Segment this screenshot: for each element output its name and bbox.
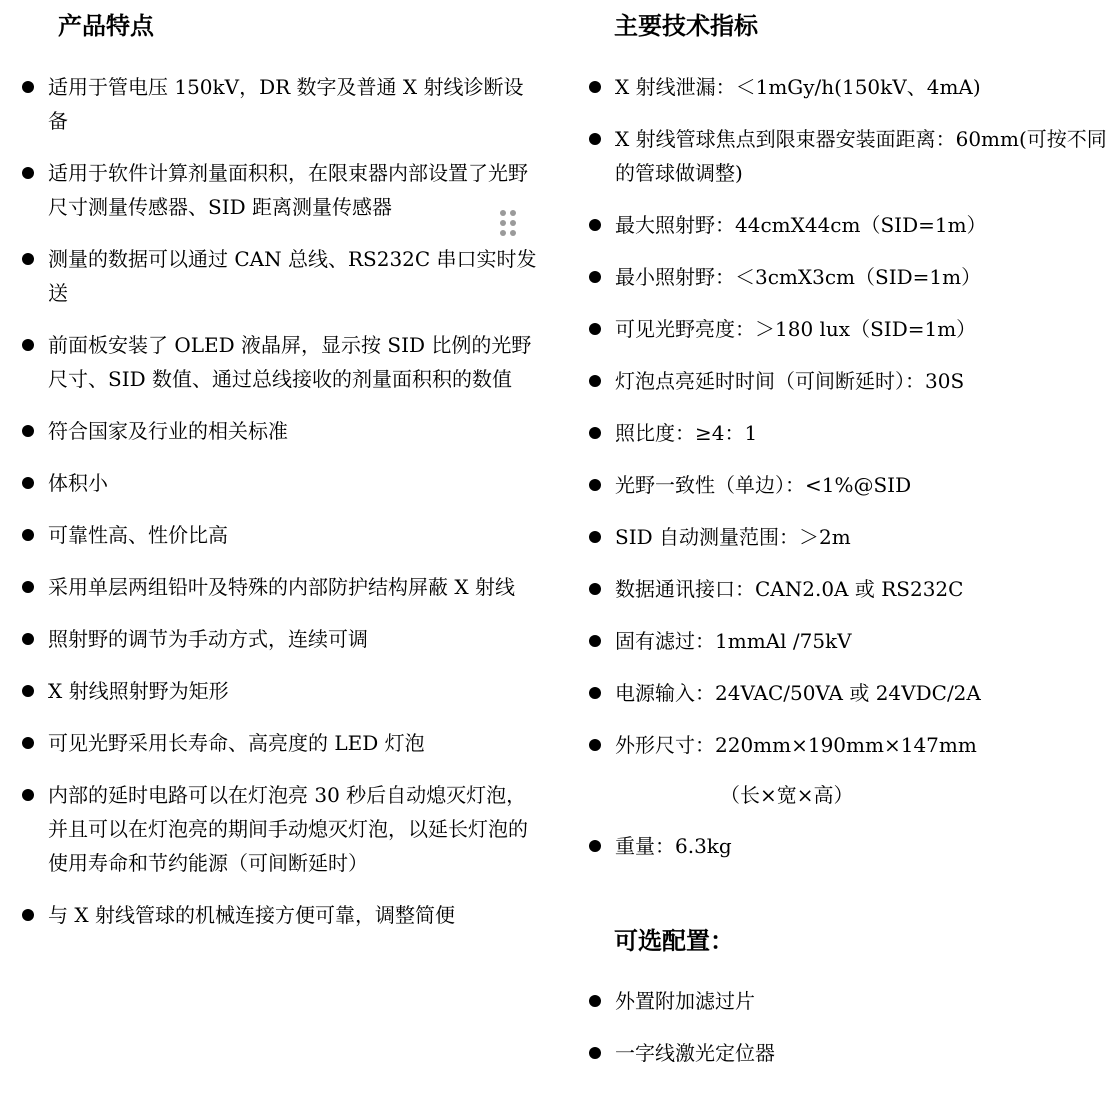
bullet-icon — [22, 685, 34, 697]
bullet-icon — [589, 219, 601, 231]
list-item: 照比度：≥4：1 — [615, 416, 1107, 450]
bullet-icon — [22, 529, 34, 541]
bullet-icon — [589, 531, 601, 543]
list-item: 体积小 — [48, 466, 540, 500]
weight-list — [615, 829, 1107, 881]
bullet-icon — [589, 375, 601, 387]
list-item: 与 X 射线管球的机械连接方便可靠，调整简便 — [48, 898, 540, 932]
list-item: X 射线管球焦点到限束器安装面距离：60mm(可按不同的管球做调整) — [615, 122, 1107, 190]
list-item: X 射线泄漏：＜1mGy/h(150kV、4mA) — [615, 70, 1107, 104]
list-item: 采用单层两组铅叶及特殊的内部防护结构屏蔽 X 射线 — [48, 570, 540, 604]
bullet-icon — [589, 479, 601, 491]
bullet-icon — [22, 167, 34, 179]
list-item: 一字线激光定位器 — [615, 1036, 1107, 1070]
bullet-icon — [589, 995, 601, 1007]
list-item: 光野一致性（单边）：<1%@SID — [615, 468, 1107, 502]
product-features-list — [48, 70, 540, 950]
list-item: 可见光野采用长寿命、高亮度的 LED 灯泡 — [48, 726, 540, 760]
optional-config-list — [615, 984, 1107, 1088]
list-item: 符合国家及行业的相关标准 — [48, 414, 540, 448]
bullet-icon — [22, 425, 34, 437]
bullet-icon — [589, 583, 601, 595]
bullet-icon — [589, 81, 601, 93]
list-item: SID 自动测量范围：＞2m — [615, 520, 1107, 554]
list-item: 照射野的调节为手动方式，连续可调 — [48, 622, 540, 656]
bullet-icon — [22, 477, 34, 489]
bullet-icon — [589, 133, 601, 145]
list-item: 适用于软件计算剂量面积积，在限束器内部设置了光野尺寸测量传感器、SID 距离测量传感器 — [48, 156, 540, 224]
list-item: 电源输入：24VAC/50VA 或 24VDC/2A — [615, 676, 1107, 710]
list-item: 适用于管电压 150kV，DR 数字及普通 X 射线诊断设备 — [48, 70, 540, 138]
list-item: 可靠性高、性价比高 — [48, 518, 540, 552]
dimensions-note: （长×宽×高） — [720, 783, 854, 807]
bullet-icon — [22, 737, 34, 749]
list-item: 数据通讯接口：CAN2.0A 或 RS232C — [615, 572, 1107, 606]
list-item: 外置附加滤过片 — [615, 984, 1107, 1018]
list-item: 外形尺寸：220mm×190mm×147mm — [615, 728, 1107, 762]
bullet-icon — [22, 581, 34, 593]
bullet-icon — [589, 635, 601, 647]
list-item: 最大照射野：44cmX44cm（SID=1m） — [615, 208, 1107, 242]
bullet-icon — [589, 323, 601, 335]
list-item: 内部的延时电路可以在灯泡亮 30 秒后自动熄灭灯泡，并且可以在灯泡亮的期间手动熄灭灯泡，以延长灯泡的使用寿命和节约能源（可间断延时） — [48, 778, 540, 880]
list-item: 重量：6.3kg — [615, 829, 1107, 863]
bullet-icon — [22, 909, 34, 921]
list-item: X 射线照射野为矩形 — [48, 674, 540, 708]
product-features-heading: 产品特点 — [58, 12, 154, 40]
list-item: 灯泡点亮延时时间（可间断延时）：30S — [615, 364, 1107, 398]
list-item: 最小照射野：＜3cmX3cm（SID=1m） — [615, 260, 1107, 294]
list-item: 测量的数据可以通过 CAN 总线、RS232C 串口实时发送 — [48, 242, 540, 310]
drag-handle-icon[interactable] — [498, 208, 520, 238]
bullet-icon — [22, 253, 34, 265]
list-item: 固有滤过：1mmAl /75kV — [615, 624, 1107, 658]
bullet-icon — [589, 739, 601, 751]
technical-specs-list — [615, 70, 1107, 780]
bullet-icon — [589, 427, 601, 439]
bullet-icon — [589, 687, 601, 699]
bullet-icon — [589, 271, 601, 283]
bullet-icon — [22, 81, 34, 93]
bullet-icon — [22, 789, 34, 801]
optional-config-heading: 可选配置： — [614, 927, 734, 955]
list-item: 前面板安装了 OLED 液晶屏，显示按 SID 比例的光野尺寸、SID 数值、通过总线接收的剂量面积积的数值 — [48, 328, 540, 396]
bullet-icon — [22, 339, 34, 351]
technical-specs-heading: 主要技术指标 — [614, 12, 758, 40]
bullet-icon — [589, 840, 601, 852]
list-item: 可见光野亮度：＞180 lux（SID=1m） — [615, 312, 1107, 346]
bullet-icon — [22, 633, 34, 645]
bullet-icon — [589, 1047, 601, 1059]
